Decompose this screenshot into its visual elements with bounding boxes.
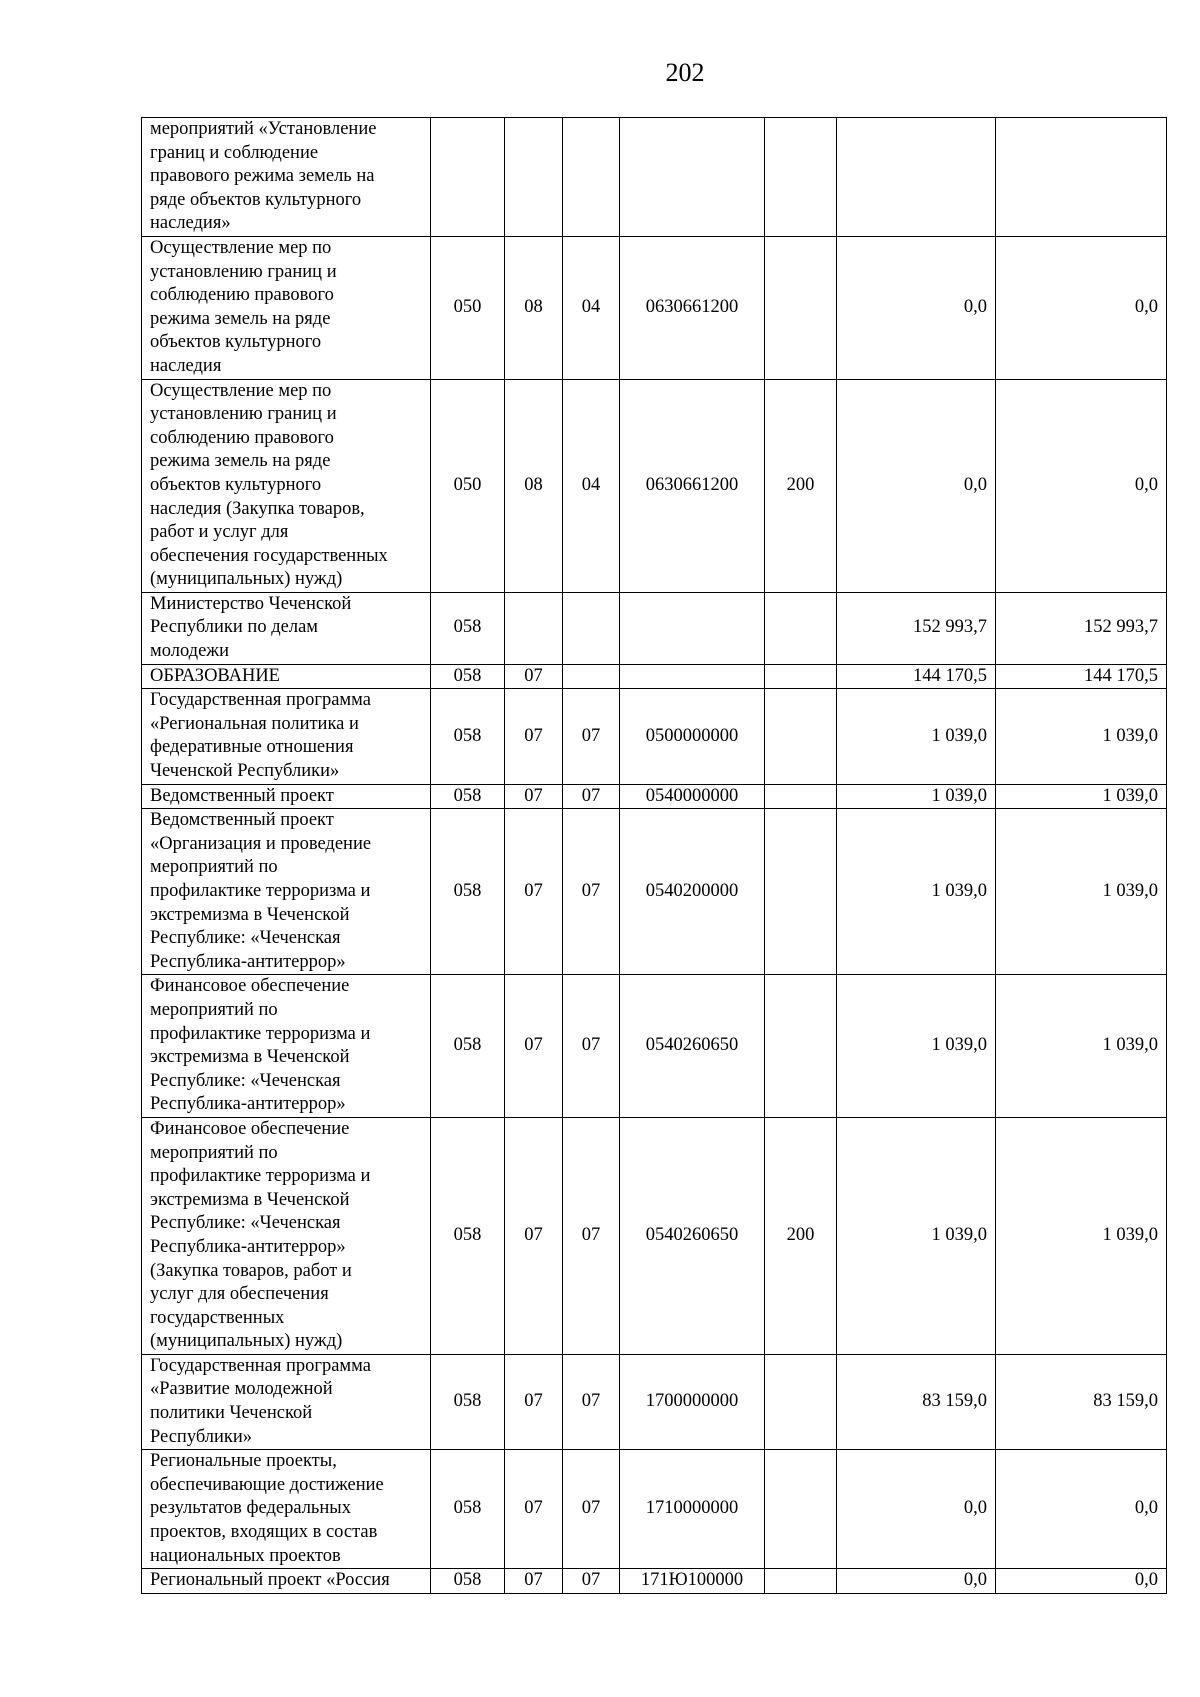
expense-type-cell xyxy=(765,1354,837,1449)
subsection-code-cell xyxy=(563,118,620,237)
ministry-code-cell: 050 xyxy=(431,236,505,379)
row-name-cell: Министерство Чеченской Республики по делам молодежи xyxy=(142,592,431,664)
ministry-code-cell: 050 xyxy=(431,379,505,592)
target-article-cell: 1700000000 xyxy=(620,1354,765,1449)
row-name-cell: Ведомственный проект «Организация и проведение мероприятий по профилактике терроризма и экстремизма в Чеченской Республике: «Чеченская Республика-антитеррор» xyxy=(142,809,431,975)
table-row xyxy=(142,592,1167,664)
section-code-cell: 07 xyxy=(505,809,563,975)
subsection-code-cell: 07 xyxy=(563,689,620,784)
budget-table-body xyxy=(142,118,1167,1594)
ministry-code-cell: 058 xyxy=(431,1450,505,1569)
amount-year2-cell: 1 039,0 xyxy=(996,689,1167,784)
amount-year1-cell: 83 159,0 xyxy=(837,1354,996,1449)
subsection-code-cell: 07 xyxy=(563,1354,620,1449)
expense-type-cell xyxy=(765,784,837,809)
amount-year1-cell: 0,0 xyxy=(837,236,996,379)
ministry-code-cell: 058 xyxy=(431,1117,505,1354)
expense-type-cell xyxy=(765,689,837,784)
section-code-cell: 07 xyxy=(505,664,563,689)
expense-type-cell xyxy=(765,236,837,379)
subsection-code-cell xyxy=(563,592,620,664)
expense-type-cell: 200 xyxy=(765,379,837,592)
row-name-cell: Государственная программа «Развитие молодежной политики Чеченской Республики» xyxy=(142,1354,431,1449)
subsection-code-cell: 07 xyxy=(563,809,620,975)
page-number: 202 xyxy=(665,58,705,87)
table-row xyxy=(142,689,1167,784)
section-code-cell: 08 xyxy=(505,379,563,592)
amount-year2-cell: 83 159,0 xyxy=(996,1354,1167,1449)
target-article-cell: 0540260650 xyxy=(620,975,765,1118)
expense-type-cell xyxy=(765,809,837,975)
row-name-cell: ОБРАЗОВАНИЕ xyxy=(142,664,431,689)
table-row xyxy=(142,118,1167,237)
table-row xyxy=(142,1354,1167,1449)
amount-year2-cell: 0,0 xyxy=(996,379,1167,592)
ministry-code-cell xyxy=(431,118,505,237)
ministry-code-cell: 058 xyxy=(431,809,505,975)
row-name-cell: Государственная программа «Региональная политика и федеративные отношения Чеченской Республики» xyxy=(142,689,431,784)
amount-year2-cell: 0,0 xyxy=(996,236,1167,379)
target-article-cell: 0540200000 xyxy=(620,809,765,975)
ministry-code-cell: 058 xyxy=(431,689,505,784)
section-code-cell: 07 xyxy=(505,975,563,1118)
amount-year1-cell: 152 993,7 xyxy=(837,592,996,664)
section-code-cell: 07 xyxy=(505,689,563,784)
subsection-code-cell: 07 xyxy=(563,1117,620,1354)
table-row xyxy=(142,1117,1167,1354)
expense-type-cell xyxy=(765,118,837,237)
table-row xyxy=(142,379,1167,592)
row-name-cell: Осуществление мер по установлению границ и соблюдению правового режима земель на ряде объектов культурного наследия (Закупка товаров, работ и услуг для обеспечения государственных (муниципальных) нужд) xyxy=(142,379,431,592)
section-code-cell xyxy=(505,118,563,237)
expense-type-cell xyxy=(765,1569,837,1594)
amount-year2-cell: 152 993,7 xyxy=(996,592,1167,664)
table-row xyxy=(142,784,1167,809)
ministry-code-cell: 058 xyxy=(431,1354,505,1449)
expense-type-cell xyxy=(765,975,837,1118)
target-article-cell: 0540260650 xyxy=(620,1117,765,1354)
section-code-cell: 07 xyxy=(505,784,563,809)
ministry-code-cell: 058 xyxy=(431,664,505,689)
amount-year1-cell: 0,0 xyxy=(837,1450,996,1569)
budget-table xyxy=(141,117,1167,1594)
amount-year1-cell xyxy=(837,118,996,237)
amount-year2-cell: 1 039,0 xyxy=(996,1117,1167,1354)
subsection-code-cell: 04 xyxy=(563,379,620,592)
subsection-code-cell: 07 xyxy=(563,975,620,1118)
ministry-code-cell: 058 xyxy=(431,784,505,809)
target-article-cell: 1710000000 xyxy=(620,1450,765,1569)
row-name-cell: мероприятий «Установление границ и соблюдение правового режима земель на ряде объектов культурного наследия» xyxy=(142,118,431,237)
amount-year2-cell: 0,0 xyxy=(996,1450,1167,1569)
section-code-cell: 08 xyxy=(505,236,563,379)
amount-year2-cell xyxy=(996,118,1167,237)
table-row xyxy=(142,1569,1167,1594)
subsection-code-cell: 04 xyxy=(563,236,620,379)
amount-year2-cell: 1 039,0 xyxy=(996,784,1167,809)
ministry-code-cell: 058 xyxy=(431,592,505,664)
subsection-code-cell: 07 xyxy=(563,1450,620,1569)
table-row xyxy=(142,975,1167,1118)
section-code-cell: 07 xyxy=(505,1569,563,1594)
amount-year1-cell: 1 039,0 xyxy=(837,975,996,1118)
target-article-cell xyxy=(620,664,765,689)
expense-type-cell: 200 xyxy=(765,1117,837,1354)
amount-year1-cell: 1 039,0 xyxy=(837,784,996,809)
section-code-cell: 07 xyxy=(505,1354,563,1449)
amount-year2-cell: 144 170,5 xyxy=(996,664,1167,689)
section-code-cell xyxy=(505,592,563,664)
row-name-cell: Ведомственный проект xyxy=(142,784,431,809)
subsection-code-cell: 07 xyxy=(563,1569,620,1594)
target-article-cell: 0630661200 xyxy=(620,236,765,379)
target-article-cell xyxy=(620,118,765,237)
target-article-cell: 0500000000 xyxy=(620,689,765,784)
amount-year1-cell: 144 170,5 xyxy=(837,664,996,689)
amount-year1-cell: 1 039,0 xyxy=(837,689,996,784)
row-name-cell: Региональные проекты, обеспечивающие достижение результатов федеральных проектов, входящих в состав национальных проектов xyxy=(142,1450,431,1569)
row-name-cell: Региональный проект «Россия xyxy=(142,1569,431,1594)
row-name-cell: Финансовое обеспечение мероприятий по профилактике терроризма и экстремизма в Чеченской Республике: «Чеченская Республика-антитеррор» xyxy=(142,975,431,1118)
subsection-code-cell xyxy=(563,664,620,689)
expense-type-cell xyxy=(765,592,837,664)
row-name-cell: Финансовое обеспечение мероприятий по профилактике терроризма и экстремизма в Чеченской Республике: «Чеченская Республика-антитеррор» (Закупка товаров, работ и услуг для обеспечения государственных (муниципальных) нужд) xyxy=(142,1117,431,1354)
target-article-cell: 0630661200 xyxy=(620,379,765,592)
table-row xyxy=(142,1450,1167,1569)
amount-year1-cell: 0,0 xyxy=(837,379,996,592)
amount-year2-cell: 0,0 xyxy=(996,1569,1167,1594)
expense-type-cell xyxy=(765,664,837,689)
ministry-code-cell: 058 xyxy=(431,975,505,1118)
ministry-code-cell: 058 xyxy=(431,1569,505,1594)
amount-year1-cell: 0,0 xyxy=(837,1569,996,1594)
amount-year1-cell: 1 039,0 xyxy=(837,809,996,975)
target-article-cell: 0540000000 xyxy=(620,784,765,809)
section-code-cell: 07 xyxy=(505,1450,563,1569)
row-name-cell: Осуществление мер по установлению границ и соблюдению правового режима земель на ряде объектов культурного наследия xyxy=(142,236,431,379)
table-row xyxy=(142,664,1167,689)
expense-type-cell xyxy=(765,1450,837,1569)
table-row xyxy=(142,236,1167,379)
section-code-cell: 07 xyxy=(505,1117,563,1354)
amount-year1-cell: 1 039,0 xyxy=(837,1117,996,1354)
subsection-code-cell: 07 xyxy=(563,784,620,809)
amount-year2-cell: 1 039,0 xyxy=(996,975,1167,1118)
target-article-cell xyxy=(620,592,765,664)
table-row xyxy=(142,809,1167,975)
target-article-cell: 171Ю100000 xyxy=(620,1569,765,1594)
amount-year2-cell: 1 039,0 xyxy=(996,809,1167,975)
